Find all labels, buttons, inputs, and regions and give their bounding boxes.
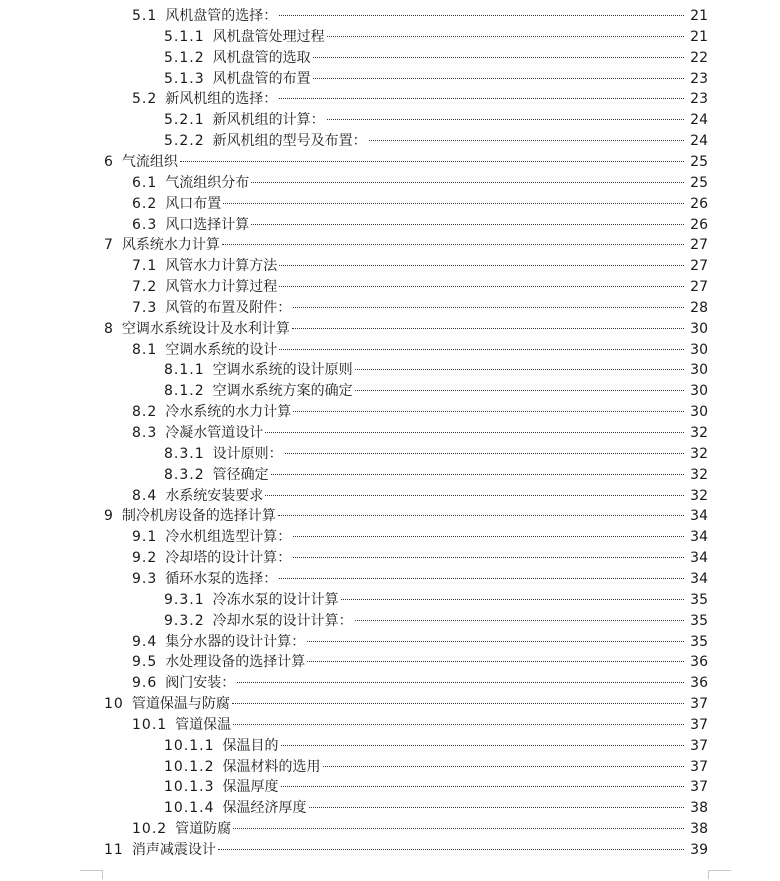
toc-dot-leader bbox=[279, 578, 684, 579]
toc-dot-leader bbox=[233, 828, 684, 829]
toc-entry-number: 5.1.3 bbox=[164, 70, 205, 87]
toc-entry-page-number: 24 bbox=[690, 133, 708, 150]
toc-entry-number: 9.3.1 bbox=[164, 591, 205, 608]
toc-entry-title: 集分水器的设计计算： bbox=[165, 633, 306, 650]
toc-dot-leader bbox=[180, 161, 684, 162]
toc-entry[interactable] bbox=[164, 27, 708, 47]
toc-entry-title: 冷水机组选型计算： bbox=[165, 529, 292, 546]
toc-entry[interactable] bbox=[164, 736, 708, 756]
toc-entry-page-number: 32 bbox=[690, 466, 708, 483]
toc-entry[interactable] bbox=[164, 465, 708, 485]
toc-entry-number: 10.1 bbox=[132, 716, 168, 733]
toc-entry-title: 管道防腐 bbox=[175, 821, 232, 838]
toc-dot-leader bbox=[251, 224, 684, 225]
toc-entry-title: 风机盘管的布置 bbox=[212, 70, 311, 87]
toc-entry-page-number: 32 bbox=[690, 445, 708, 462]
toc-entry-title: 风系统水力计算 bbox=[121, 237, 220, 254]
toc-entry-page-number: 34 bbox=[690, 508, 708, 525]
toc-entry-title: 风管水力计算方法 bbox=[165, 258, 278, 275]
toc-entry-title: 空调水系统的设计原则 bbox=[212, 362, 353, 379]
toc-entry-page-number: 23 bbox=[690, 91, 708, 108]
toc-entry-title: 水处理设备的选择计算 bbox=[165, 654, 306, 671]
toc-entry-title: 风口选择计算 bbox=[165, 216, 250, 233]
toc-entry-number: 8.3.1 bbox=[164, 445, 205, 462]
toc-entry-page-number: 23 bbox=[690, 70, 708, 87]
toc-entry-number: 9.6 bbox=[132, 675, 158, 692]
toc-dot-leader bbox=[355, 369, 684, 370]
toc-entry-title: 空调水系统方案的确定 bbox=[212, 383, 353, 400]
toc-dot-leader bbox=[313, 78, 684, 79]
toc-dot-leader bbox=[309, 807, 684, 808]
toc-entry-page-number: 39 bbox=[690, 842, 708, 858]
toc-entry-number: 8.2 bbox=[132, 404, 158, 421]
toc-entry[interactable] bbox=[104, 506, 708, 526]
toc-entry-title: 管道保温与防腐 bbox=[131, 696, 230, 713]
toc-entry-title: 保温厚度 bbox=[222, 779, 279, 796]
toc-entry-page-number: 28 bbox=[690, 299, 708, 316]
toc-entry-title: 保温材料的选用 bbox=[222, 758, 321, 775]
toc-entry-number: 9.2 bbox=[132, 550, 158, 567]
toc-entry-page-number: 34 bbox=[690, 529, 708, 546]
toc-dot-leader bbox=[293, 411, 684, 412]
toc-entry[interactable] bbox=[164, 381, 708, 401]
toc-entry-page-number: 36 bbox=[690, 675, 708, 692]
toc-entry[interactable] bbox=[132, 715, 708, 735]
toc-entry[interactable] bbox=[132, 340, 708, 360]
toc-entry-number: 5.1.1 bbox=[164, 28, 205, 45]
toc-entry-page-number: 37 bbox=[690, 696, 708, 713]
toc-entry-title: 消声减震设计 bbox=[131, 842, 216, 858]
cut-off-previous-line bbox=[105, 0, 705, 3]
toc-dot-leader bbox=[271, 474, 684, 475]
toc-entry-number: 6 bbox=[104, 153, 114, 170]
toc-entry-title: 冷却水泵的设计计算： bbox=[212, 612, 353, 629]
toc-entry-page-number: 27 bbox=[690, 258, 708, 275]
toc-entry-title: 阀门安装： bbox=[165, 675, 236, 692]
toc-entry[interactable] bbox=[164, 757, 708, 777]
toc-entry-page-number: 30 bbox=[690, 341, 708, 358]
toc-dot-leader bbox=[293, 557, 684, 558]
toc-entry[interactable] bbox=[132, 173, 708, 193]
toc-entry-page-number: 30 bbox=[690, 320, 708, 337]
toc-entry-title: 风机盘管处理过程 bbox=[212, 28, 325, 45]
toc-entry-title: 新风机组的型号及布置： bbox=[212, 133, 367, 150]
toc-entry[interactable] bbox=[132, 298, 708, 318]
toc-entry-page-number: 27 bbox=[690, 237, 708, 254]
toc-dot-leader bbox=[285, 453, 684, 454]
toc-entry[interactable] bbox=[164, 590, 708, 610]
toc-entry-page-number: 21 bbox=[690, 28, 708, 45]
toc-dot-leader bbox=[251, 182, 684, 183]
toc-entry-number: 8.3 bbox=[132, 425, 158, 441]
toc-entry-title: 循环水泵的选择： bbox=[165, 570, 278, 587]
toc-entry-title: 冷却塔的设计计算： bbox=[165, 550, 292, 567]
toc-entry[interactable] bbox=[164, 110, 708, 130]
toc-entry-number: 9 bbox=[104, 508, 114, 525]
toc-entry-number: 8.1.2 bbox=[164, 383, 205, 400]
toc-dot-leader bbox=[313, 57, 684, 58]
toc-entry-number: 10.2 bbox=[132, 821, 168, 838]
toc-entry[interactable] bbox=[132, 215, 708, 235]
toc-dot-leader bbox=[237, 682, 684, 683]
toc-entry-page-number: 36 bbox=[690, 654, 708, 671]
toc-entry-title: 冷水系统的水力计算 bbox=[165, 404, 292, 421]
toc-entry-title: 空调水系统的设计 bbox=[165, 341, 278, 358]
toc-dot-leader bbox=[327, 119, 684, 120]
toc-entry-page-number: 32 bbox=[690, 487, 708, 504]
toc-entry-title: 新风机组的计算： bbox=[212, 112, 325, 129]
toc-entry-title: 风管的布置及附件： bbox=[165, 299, 292, 316]
toc-dot-leader bbox=[355, 620, 684, 621]
page-corner-mark-right bbox=[708, 870, 731, 879]
toc-entry[interactable] bbox=[132, 527, 708, 547]
toc-entry[interactable] bbox=[132, 652, 708, 672]
toc-dot-leader bbox=[327, 36, 684, 37]
toc-entry[interactable] bbox=[132, 486, 708, 506]
toc-entry-title: 风机盘管的选取 bbox=[212, 49, 311, 66]
toc-entry-page-number: 21 bbox=[690, 8, 708, 24]
toc-entry-title: 冷凝水管道设计 bbox=[165, 425, 264, 441]
toc-entry-page-number: 26 bbox=[690, 216, 708, 233]
toc-entry-title: 冷冻水泵的设计计算 bbox=[212, 591, 339, 608]
toc-entry-title: 新风机组的选择： bbox=[165, 91, 278, 108]
toc-entry-number: 10.1.2 bbox=[164, 758, 215, 775]
toc-dot-leader bbox=[279, 286, 684, 287]
toc-dot-leader bbox=[369, 140, 684, 141]
toc-entry-page-number: 27 bbox=[690, 279, 708, 296]
toc-entry-number: 8.3.2 bbox=[164, 466, 205, 483]
toc-entry[interactable] bbox=[132, 402, 708, 422]
toc-dot-leader bbox=[233, 724, 684, 725]
toc-entry-page-number: 35 bbox=[690, 591, 708, 608]
toc-entry-number: 7 bbox=[104, 237, 114, 254]
toc-dot-leader bbox=[265, 432, 684, 433]
toc-entry-number: 11 bbox=[104, 842, 124, 858]
toc-dot-leader bbox=[307, 641, 684, 642]
toc-entry-page-number: 26 bbox=[690, 195, 708, 212]
toc-entry-title: 管道保温 bbox=[175, 716, 232, 733]
toc-entry[interactable] bbox=[132, 6, 708, 26]
toc-entry-title: 保温经济厚度 bbox=[222, 800, 307, 817]
toc-dot-leader bbox=[279, 98, 684, 99]
toc-entry-page-number: 35 bbox=[690, 612, 708, 629]
toc-entry[interactable] bbox=[104, 319, 708, 339]
toc-entry[interactable] bbox=[164, 48, 708, 68]
toc-entry-number: 5.2 bbox=[132, 91, 158, 108]
toc-entry-title: 水系统安装要求 bbox=[165, 487, 264, 504]
toc-entry[interactable] bbox=[132, 569, 708, 589]
page-corner-mark-left bbox=[80, 870, 103, 879]
toc-dot-leader bbox=[293, 536, 684, 537]
toc-entry-title: 气流组织 bbox=[121, 153, 178, 170]
toc-dot-leader bbox=[232, 703, 684, 704]
toc-dot-leader bbox=[293, 307, 684, 308]
toc-entry-page-number: 35 bbox=[690, 633, 708, 650]
toc-entry-number: 5.2.1 bbox=[164, 112, 205, 129]
toc-dot-leader bbox=[218, 849, 684, 850]
toc-entry-page-number: 37 bbox=[690, 758, 708, 775]
toc-entry-number: 10 bbox=[104, 696, 124, 713]
toc-entry-number: 7.3 bbox=[132, 299, 158, 316]
toc-entry-page-number: 30 bbox=[690, 362, 708, 379]
toc-entry-number: 9.1 bbox=[132, 529, 158, 546]
toc-dot-leader bbox=[281, 786, 684, 787]
toc-entry[interactable] bbox=[164, 360, 708, 380]
toc-entry[interactable] bbox=[104, 235, 708, 255]
toc-entry-page-number: 25 bbox=[690, 153, 708, 170]
toc-entry-number: 8 bbox=[104, 320, 114, 337]
toc-entry[interactable] bbox=[164, 444, 708, 464]
toc-entry-title: 空调水系统设计及水利计算 bbox=[121, 320, 290, 337]
toc-entry-page-number: 22 bbox=[690, 49, 708, 66]
toc-entry-title: 风管水力计算过程 bbox=[165, 279, 278, 296]
toc-entry[interactable] bbox=[132, 819, 708, 839]
toc-entry[interactable] bbox=[164, 69, 708, 89]
toc-entry-number: 6.1 bbox=[132, 174, 158, 191]
toc-entry-number: 10.1.4 bbox=[164, 800, 215, 817]
toc-entry-number: 10.1.1 bbox=[164, 737, 215, 754]
toc-entry-title: 保温目的 bbox=[222, 737, 279, 754]
toc-entry[interactable] bbox=[164, 777, 708, 797]
toc-entry-page-number: 34 bbox=[690, 550, 708, 567]
toc-entry[interactable] bbox=[104, 840, 708, 860]
toc-entry-title: 风口布置 bbox=[165, 195, 222, 212]
toc-entry-number: 8.1.1 bbox=[164, 362, 205, 379]
toc-dot-leader bbox=[279, 15, 684, 16]
toc-entry[interactable] bbox=[132, 277, 708, 297]
toc-entry-number: 8.1 bbox=[132, 341, 158, 358]
toc-entry[interactable] bbox=[164, 798, 708, 818]
toc-entry[interactable] bbox=[132, 673, 708, 693]
toc-entry-number: 9.3.2 bbox=[164, 612, 205, 629]
toc-entry-page-number: 24 bbox=[690, 112, 708, 129]
toc-entry-number: 6.2 bbox=[132, 195, 158, 212]
toc-dot-leader bbox=[307, 661, 684, 662]
toc-entry-title: 制冷机房设备的选择计算 bbox=[121, 508, 276, 525]
toc-entry-page-number: 38 bbox=[690, 800, 708, 817]
toc-dot-leader bbox=[281, 745, 684, 746]
toc-entry-page-number: 30 bbox=[690, 404, 708, 421]
toc-entry[interactable] bbox=[164, 611, 708, 631]
toc-dot-leader bbox=[292, 328, 684, 329]
toc-entry-number: 5.1.2 bbox=[164, 49, 205, 66]
toc-dot-leader bbox=[222, 244, 684, 245]
toc-entry[interactable] bbox=[132, 548, 708, 568]
toc-entry-number: 9.4 bbox=[132, 633, 158, 650]
toc-entry-page-number: 37 bbox=[690, 737, 708, 754]
toc-entry[interactable] bbox=[104, 152, 708, 172]
toc-dot-leader bbox=[279, 349, 684, 350]
toc-dot-leader bbox=[223, 203, 684, 204]
toc-dot-leader bbox=[341, 599, 684, 600]
toc-entry[interactable] bbox=[164, 131, 708, 151]
toc-dot-leader bbox=[279, 265, 684, 266]
toc-entry[interactable] bbox=[132, 194, 708, 214]
toc-entry-page-number: 38 bbox=[690, 821, 708, 838]
toc-entry-number: 7.1 bbox=[132, 258, 158, 275]
toc-entry-number: 10.1.3 bbox=[164, 779, 215, 796]
toc-entry-number: 9.3 bbox=[132, 570, 158, 587]
toc-entry-title: 气流组织分布 bbox=[165, 174, 250, 191]
toc-entry-page-number: 25 bbox=[690, 174, 708, 191]
toc-entry[interactable] bbox=[132, 89, 708, 109]
toc-entry-page-number: 32 bbox=[690, 425, 708, 441]
toc-entry-page-number: 34 bbox=[690, 570, 708, 587]
toc-dot-leader bbox=[323, 766, 684, 767]
toc-entry[interactable] bbox=[132, 256, 708, 276]
toc-entry-title: 风机盘管的选择： bbox=[165, 8, 278, 24]
toc-dot-leader bbox=[265, 495, 684, 496]
toc-entry-number: 9.5 bbox=[132, 654, 158, 671]
toc-entry-number: 6.3 bbox=[132, 216, 158, 233]
toc-dot-leader bbox=[278, 515, 684, 516]
toc-entry-page-number: 37 bbox=[690, 779, 708, 796]
toc-dot-leader bbox=[355, 390, 684, 391]
toc-entry-page-number: 37 bbox=[690, 716, 708, 733]
toc-entry-number: 5.1 bbox=[132, 8, 158, 24]
toc-entry-page-number: 30 bbox=[690, 383, 708, 400]
toc-entry[interactable] bbox=[132, 423, 708, 443]
toc-entry-number: 7.2 bbox=[132, 279, 158, 296]
toc-entry[interactable] bbox=[104, 694, 708, 714]
toc-entry-title: 管径确定 bbox=[212, 466, 269, 483]
toc-entry-number: 8.4 bbox=[132, 487, 158, 504]
toc-entry-number: 5.2.2 bbox=[164, 133, 205, 150]
toc-entry-title: 设计原则： bbox=[212, 445, 283, 462]
toc-entry[interactable] bbox=[132, 632, 708, 652]
